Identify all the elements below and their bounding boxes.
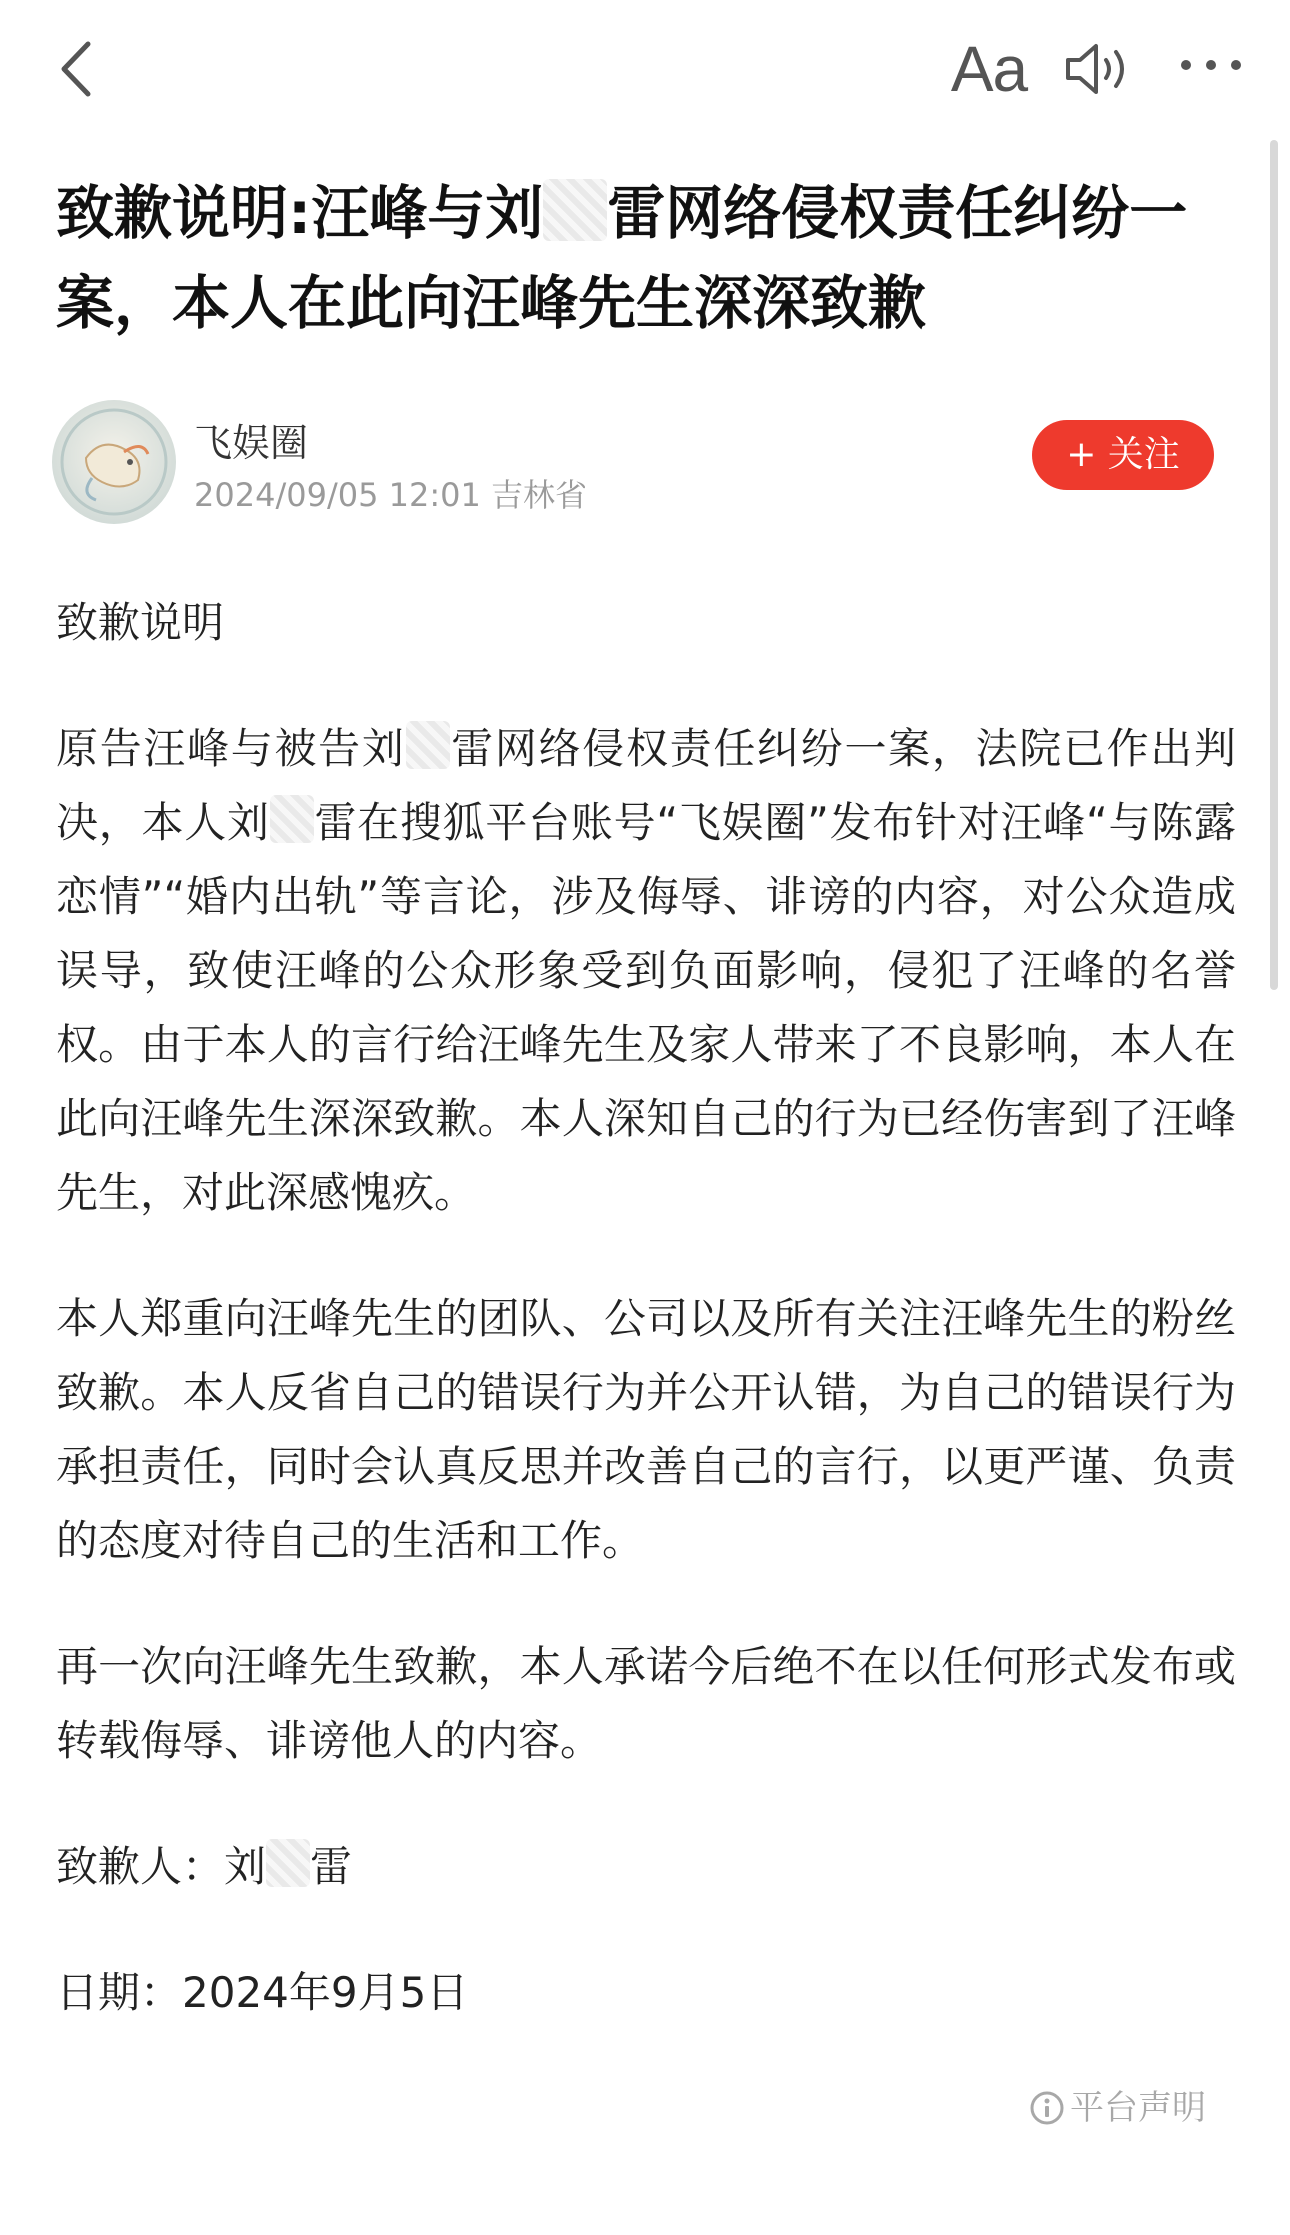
platform-statement-label: 平台声明 bbox=[1070, 2088, 1206, 2128]
author-avatar[interactable] bbox=[52, 400, 176, 524]
author-name[interactable]: 飞娱圈 bbox=[194, 421, 309, 465]
body-heading: 致歉说明 bbox=[56, 598, 225, 647]
platform-statement-link[interactable] bbox=[1030, 2080, 1250, 2136]
author-row bbox=[52, 400, 1242, 530]
article-title: 致歉说明:汪峰与刘 雷网络侵权责任纠纷一案，本人在此向汪峰先生深深致歉 bbox=[56, 179, 1188, 337]
paragraph-3: 再一次向汪峰先生致歉，本人承诺今后绝不在以任何形式发布或转载侮辱、诽谤他人的内容。 bbox=[56, 1642, 1236, 1765]
more-dots-icon[interactable] bbox=[1178, 56, 1244, 74]
blurred-character bbox=[270, 795, 314, 843]
chevron-left-icon[interactable] bbox=[52, 38, 102, 100]
publish-meta: 2024/09/05 12:01 吉林省 bbox=[194, 476, 588, 514]
speaker-icon[interactable] bbox=[1062, 38, 1134, 100]
paragraph-2: 本人郑重向汪峰先生的团队、公司以及所有关注汪峰先生的粉丝致歉。本人反省自己的错误行为并公开认错，为自己的错误行为承担责任，同时会认真反思并改善自己的言行，以更严谨、负责的态度对待自己的生活和工作。 bbox=[56, 1294, 1236, 1565]
font-size-button[interactable]: Aa bbox=[950, 33, 1028, 105]
follow-button[interactable]: + 关注 bbox=[1032, 420, 1214, 490]
blurred-character bbox=[406, 721, 450, 769]
article-body bbox=[56, 586, 1236, 2030]
blurred-character bbox=[543, 179, 607, 241]
info-icon bbox=[1030, 2091, 1064, 2125]
blurred-character bbox=[266, 1839, 310, 1887]
top-bar bbox=[0, 0, 1290, 140]
date-line: 日期：2024年9月5日 bbox=[56, 1968, 469, 2017]
signer-line: 致歉人：刘 雷 bbox=[56, 1830, 1236, 1904]
paragraph-1: 原告汪峰与被告刘 雷网络侵权责任纠纷一案，法院已作出判决，本人刘 雷在搜狐平台账号“飞娱圈”发布针对汪峰“与陈露恋情”“婚内出轨”等言论，涉及侮辱、诽谤的内容，对公众造成误导，致使汪峰的公众形象受到负面影响，侵犯了汪峰的名誉权。由于本人的言行给汪峰先生及家人带来了不良影响，本人在此向汪峰先生深深致歉。本人深知自己的行为已经伤害到了汪峰先生，对此深感愧疚。 bbox=[56, 712, 1236, 1230]
scrollbar[interactable] bbox=[1270, 140, 1278, 990]
